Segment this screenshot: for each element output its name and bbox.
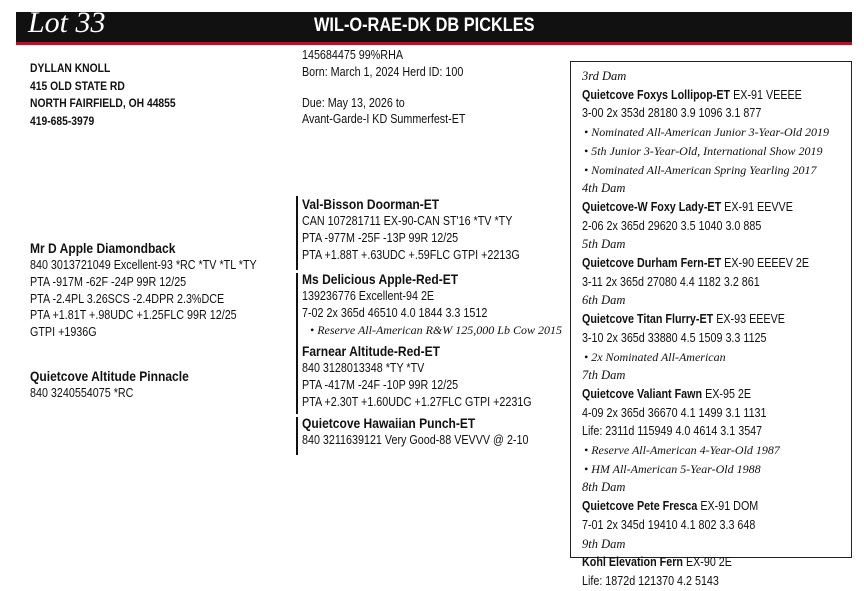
sire-block xyxy=(30,239,294,341)
bred-to: Avant-Garde-I KD Summerfest-ET xyxy=(302,112,466,127)
dam-dam-line: 840 3211639121 Very Good-88 VEVVV @ 2-10 xyxy=(302,433,529,447)
dam-record: Life: 2311d 115949 4.0 4614 3.1 3547 xyxy=(582,424,763,439)
dam-dam-bracket xyxy=(296,417,298,455)
due-date: Due: May 13, 2026 to xyxy=(302,95,405,110)
dam-score: EX-95 2E xyxy=(702,386,752,401)
dam-score: EX-90 EEEEV 2E xyxy=(721,256,810,271)
sire-dam-bracket xyxy=(296,273,298,345)
dam-record: 2-06 2x 365d 29620 3.5 1040 3.0 885 xyxy=(582,218,762,233)
dam-score: EX-90 2E xyxy=(682,555,732,570)
sire-sire-block xyxy=(302,195,555,263)
sire-name: Mr D Apple Diamondback xyxy=(30,240,176,256)
dam-note: • 5th Junior 3-Year-Old, International Show 2019 xyxy=(584,143,823,158)
dam-generation-label: 8th Dam xyxy=(582,480,626,495)
dam-line: 840 3240554075 *RC xyxy=(30,386,134,400)
sire-dam-name: Ms Delicious Apple-Red-ET xyxy=(302,271,459,287)
dam-name-line xyxy=(582,497,809,516)
extended-dams-list xyxy=(582,67,846,591)
dam-generation-label: 3rd Dam xyxy=(582,69,627,83)
dam-name: Quietcove Foxys Lollipop-ET xyxy=(582,87,731,102)
lot-number: Lot 33 xyxy=(28,6,106,39)
dam-sire-line: PTA +2.30T +1.60UDC +1.27FLC GTPI +2231G xyxy=(302,394,532,409)
dam-sire-block xyxy=(302,342,569,410)
dam-record: 7-01 2x 345d 19410 4.1 802 3.3 648 xyxy=(582,517,756,532)
owner-block xyxy=(30,60,199,130)
dam-note: • Reserve All-American 4-Year-Old 1987 xyxy=(584,443,780,458)
dam-sire-line: 840 3128013348 *TY *TV xyxy=(302,361,425,375)
dam-score: EX-91 DOM xyxy=(697,499,759,514)
dam-generation-label: 9th Dam xyxy=(582,536,626,551)
dam-dam-block xyxy=(302,414,565,449)
sire-line: 840 3013721049 Excellent-93 *RC *TV *TL *TY xyxy=(30,258,257,272)
sire-sire-line: CAN 107281711 EX-90-CAN ST'16 *TV *TY xyxy=(302,214,513,228)
sire-dam-line: 139236776 Excellent-94 2E xyxy=(302,289,435,303)
dam-name: Quietcove Altitude Pinnacle xyxy=(30,368,189,384)
registration: 145684475 99%RHA xyxy=(302,48,404,62)
dam-name-line xyxy=(582,553,809,572)
sire-dam-block xyxy=(302,270,562,338)
dam-record: 3-10 2x 365d 33880 4.5 1509 3.3 1125 xyxy=(582,330,767,345)
dam-name-line xyxy=(582,86,809,105)
dam-name-line xyxy=(582,385,809,404)
sire-sire-bracket xyxy=(296,196,298,270)
dam-score: EX-93 EEEVE xyxy=(713,312,785,327)
dam-score: EX-91 EEVVE xyxy=(721,199,793,214)
sire-line: GTPI +1936G xyxy=(30,325,97,340)
dam-dam-name: Quietcove Hawaiian Punch-ET xyxy=(302,415,476,431)
sire-sire-line: PTA -977M -25F -13P 99R 12/25 xyxy=(302,230,459,245)
dam-sire-bracket xyxy=(296,344,298,414)
owner-city: NORTH FAIRFIELD, OH 44855 xyxy=(30,96,176,110)
dam-generation-label: 5th Dam xyxy=(582,237,626,252)
dam-name-line xyxy=(582,310,809,329)
dam-name: Quietcove Pete Fresca xyxy=(582,499,698,514)
animal-info xyxy=(302,47,492,128)
dam-record: 3-00 2x 353d 28180 3.9 1096 3.1 877 xyxy=(582,106,762,121)
sire-dam-note: • Reserve All-American R&W 125,000 Lb Cow 2015 xyxy=(310,322,562,337)
dam-record: 3-11 2x 365d 27080 4.4 1182 3.2 861 xyxy=(582,274,760,289)
dam-name: Quietcove Valiant Fawn xyxy=(582,386,703,401)
sire-sire-line: PTA +1.88T +.63UDC +.59FLC GTPI +2213G xyxy=(302,247,520,262)
dam-block xyxy=(30,367,215,402)
owner-name: DYLLAN KNOLL xyxy=(30,61,111,75)
dam-generation-label: 6th Dam xyxy=(582,293,626,308)
dam-name-line xyxy=(582,198,809,217)
dam-note: • HM All-American 5-Year-Old 1988 xyxy=(584,461,761,476)
dam-score: EX-91 VEEEE xyxy=(730,87,802,102)
sire-line: PTA -2.4PL 3.26SCS -2.4DPR 2.3%DCE xyxy=(30,291,225,306)
dam-name: Quietcove Titan Flurry-ET xyxy=(582,312,714,327)
dam-name: Quietcove-W Foxy Lady-ET xyxy=(582,199,722,214)
dam-name: Kohl Elevation Fern xyxy=(582,555,683,570)
dam-name: Quietcove Durham Fern-ET xyxy=(582,256,722,271)
sire-dam-line: 7-02 2x 365d 46510 4.0 1844 3.3 1512 xyxy=(302,305,488,320)
dam-note: • 2x Nominated All-American xyxy=(584,349,726,364)
dam-sire-line: PTA -417M -24F -10P 99R 12/25 xyxy=(302,377,459,392)
birth-info: Born: March 1, 2024 Herd ID: 100 xyxy=(302,64,464,79)
sire-line: PTA -917M -62F -24P 99R 12/25 xyxy=(30,274,187,289)
owner-street: 415 OLD STATE RD xyxy=(30,78,125,93)
dam-note: • Nominated All-American Junior 3-Year-Old 2019 xyxy=(584,125,829,140)
dam-record: Life: 1872d 121370 4.2 5143 xyxy=(582,573,719,588)
animal-title: WIL-O-RAE-DK DB PICKLES xyxy=(314,15,535,36)
dam-note: • Nominated All-American Spring Yearling 2017 xyxy=(584,162,817,177)
sire-line: PTA +1.81T +.98UDC +1.25FLC 99R 12/25 xyxy=(30,308,237,323)
dam-record: 4-09 2x 365d 36670 4.1 1499 3.1 1131 xyxy=(582,405,767,420)
sire-sire-name: Val-Bisson Doorman-ET xyxy=(302,196,440,212)
dam-name-line xyxy=(582,254,809,273)
dam-sire-name: Farnear Altitude-Red-ET xyxy=(302,343,441,359)
owner-phone: 419-685-3979 xyxy=(30,113,95,128)
dam-generation-label: 4th Dam xyxy=(582,181,626,196)
dam-generation-label: 7th Dam xyxy=(582,368,626,383)
